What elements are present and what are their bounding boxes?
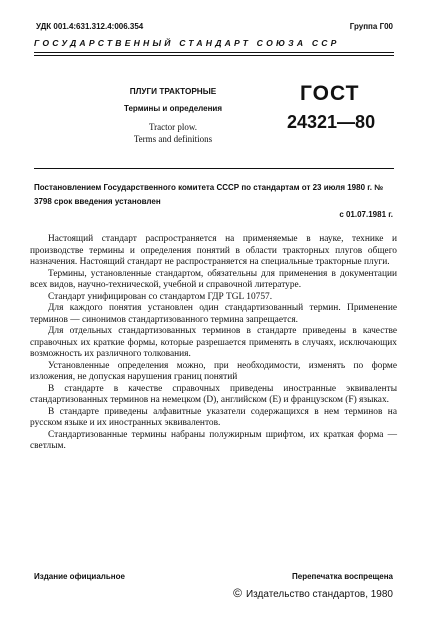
copyright-icon: © <box>233 586 242 600</box>
gov-standard-header: ГОСУДАРСТВЕННЫЙ СТАНДАРТ СОЮЗА ССР <box>34 38 340 48</box>
title-en: Tractor plow. <box>148 122 198 132</box>
paragraph: Для отдельных стандартизованных терминов в стандарте приведены в качестве справочных их краткие формы, которые разрешается применять в случаях, исключающих возможность их различного толкования. <box>30 326 397 359</box>
official-edition: Издание официальное <box>34 572 125 581</box>
paragraph: Установленные определения можно, при необходимости, изменять по форме изложения, не допуская нарушения границ понятий <box>30 360 397 382</box>
header-rule-thin <box>34 55 394 56</box>
group-code: Группа Г00 <box>349 22 393 31</box>
copyright-line <box>233 586 393 600</box>
paragraph: Стандартизованные термины набраны полужирным шрифтом, их краткая форма — светлым. <box>30 429 397 451</box>
paragraph: Для каждого понятия установлен один стандартизованный термин. Применение терминов — синонимов стандартизованного термина запрещается. <box>30 303 397 325</box>
paragraph: В стандарте приведены алфавитные указатели содержащихся в нем терминов на русском языке и их иностранных эквивалентов. <box>30 406 397 428</box>
udk-code: УДК 001.4:631.312.4:006.354 <box>36 22 144 31</box>
header-rule-thick <box>34 52 394 53</box>
decree-text: Постановлением Государственного комитета СССР по стандартам от 23 июля 1980 г. № 3798 срок введения установлен <box>34 183 384 206</box>
subtitle-en: Terms and definitions <box>133 134 213 144</box>
copyright-text: Издательство стандартов, 1980 <box>245 589 393 600</box>
gost-number: 24321—80 <box>287 112 376 132</box>
paragraph: В стандарте в качестве справочных приведены иностранные эквиваленты стандартизованных терминов на немецком (D), английском (E) и французском (F) языках. <box>30 383 397 405</box>
paragraph: Термины, установленные стандартом, обязательны для применения в документации всех видов, научно-технической, учебной и справочной литературе. <box>30 268 397 290</box>
reprint-notice: Перепечатка воспрещена <box>292 572 393 581</box>
decree-rule <box>34 168 394 169</box>
paragraph: Настоящий стандарт распространяется на применяемые в науке, технике и производстве термины и определения понятий в области тракторных плугов общего назначения. Настоящий стандарт не распространяется на специальные тракторные плуги. <box>30 234 397 267</box>
gost-label: ГОСТ <box>300 82 360 105</box>
body-text <box>30 234 397 453</box>
decree-date: с 01.07.1981 г. <box>339 210 393 219</box>
title-ru: ПЛУГИ ТРАКТОРНЫЕ <box>129 87 217 96</box>
paragraph: Стандарт унифицирован со стандартом ГДР TGL 10757. <box>48 291 273 302</box>
subtitle-ru: Термины и определения <box>123 104 222 113</box>
